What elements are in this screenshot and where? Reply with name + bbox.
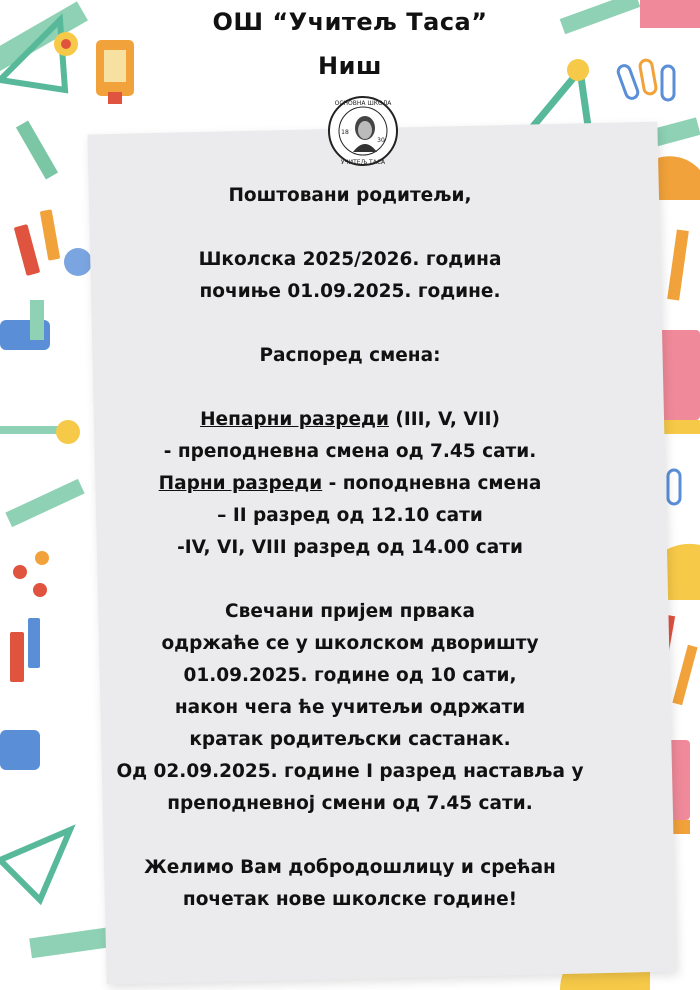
- announcement-text: [60, 180, 640, 916]
- odd-grades-line: [60, 404, 640, 436]
- reception-line-6: Од 02.09.2025. године I разред наставља у: [116, 761, 584, 782]
- even-grades-label: Парни разреди: [158, 473, 323, 494]
- reception-line-2: одржаће се у школском дворишту: [161, 633, 539, 654]
- reception-line-7: преподневној смени од 7.45 сати.: [167, 793, 533, 814]
- school-seal-logo: [321, 94, 405, 168]
- reception-line-5: кратак родитељски састанак.: [189, 729, 511, 750]
- school-name: ОШ “Учитељ Таса”: [212, 8, 488, 36]
- school-year-line: Школска 2025/2026. година: [198, 249, 502, 270]
- odd-grades-label: Непарни разреди: [200, 409, 389, 430]
- logo-top-text: ОСНОВНА ШКОЛА: [334, 100, 392, 107]
- reception-line-3: 01.09.2025. године од 10 сати,: [183, 665, 517, 686]
- odd-grades-shift: - преподневна смена од 7.45 сати.: [163, 441, 537, 462]
- logo-bottom-text: УЧИТЕЉ ТАСА: [340, 159, 386, 166]
- city-name: Ниш: [318, 52, 382, 80]
- reception-line-1: Свечани пријем првака: [225, 601, 475, 622]
- pencil-icon: [667, 230, 689, 301]
- closing-line-1: Желимо Вам добродошлицу и срећан: [144, 857, 556, 878]
- logo-year-left: 18: [341, 129, 349, 136]
- grade-four-six-eight-time: -IV, VI, VIII разред од 14.00 сати: [177, 537, 523, 558]
- crayon-icon: [10, 618, 40, 682]
- logo-year-right: 30: [377, 137, 385, 144]
- microscope-icon: [0, 730, 40, 770]
- even-grades-line: [60, 468, 640, 500]
- grade-two-time: – II разред од 12.10 сати: [217, 505, 483, 526]
- greeting: Поштовани родитељи,: [228, 185, 472, 206]
- reception-line-4: након чега ће учитељи одржати: [174, 697, 526, 718]
- schedule-heading: Распоред смена:: [259, 345, 441, 366]
- closing-line-2: почетак нове школске године!: [182, 889, 518, 910]
- pushpin-icon: [13, 551, 49, 597]
- microscope-icon: [0, 300, 50, 350]
- even-grades-shift: - поподневна смена: [322, 473, 542, 494]
- school-start-line: почиње 01.09.2025. године.: [199, 281, 501, 302]
- crayon-icon: [14, 209, 60, 276]
- odd-grades-list: (III, V, VII): [388, 409, 500, 430]
- pencil-icon: [16, 121, 58, 180]
